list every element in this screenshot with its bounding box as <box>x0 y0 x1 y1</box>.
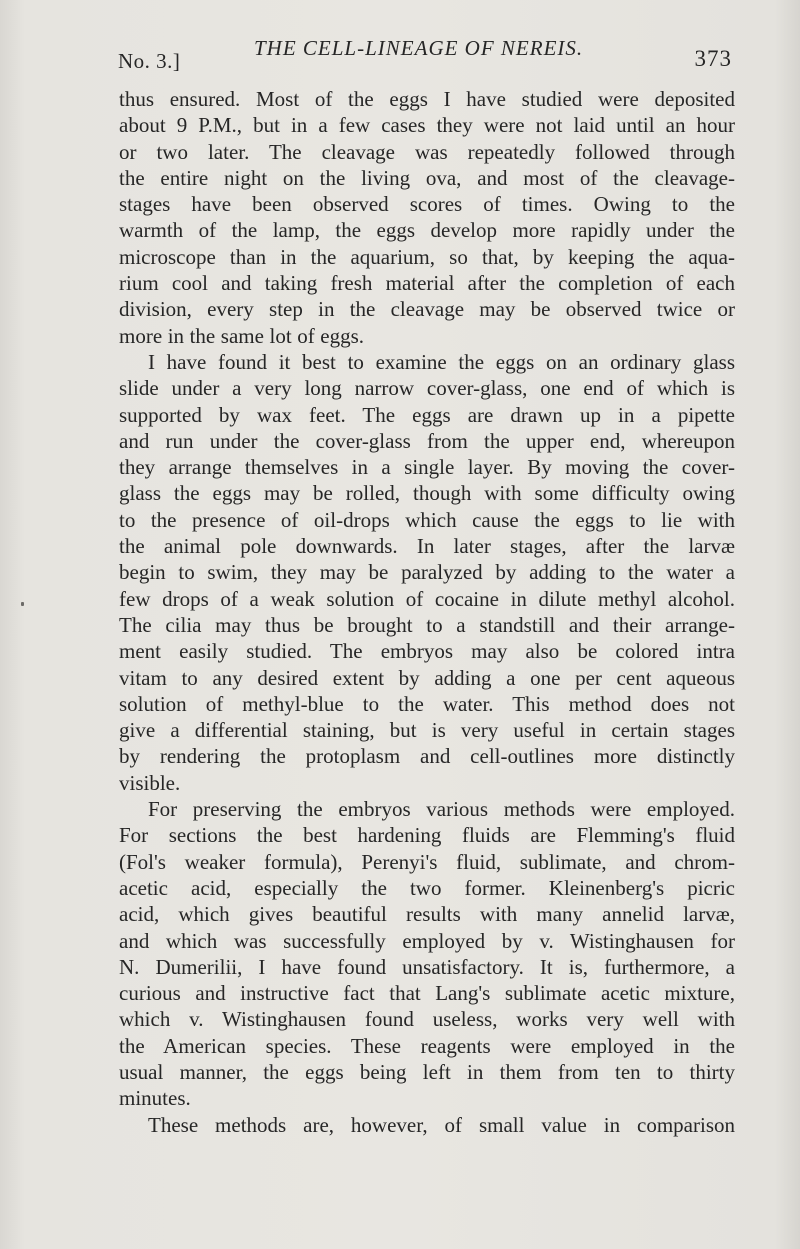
text-line: For preserving the embryos various methods were employed. <box>148 797 735 822</box>
page-number: 373 <box>694 46 732 71</box>
text-line: and run under the cover-glass from the upper end, whereupon <box>119 428 735 453</box>
text-line: division, every step in the cleavage may be observed twice or <box>119 297 735 322</box>
text-line: the entire night on the living ova, and most of the cleavage- <box>119 165 735 190</box>
text-line: which v. Wistinghausen found useless, works very well with <box>119 1007 735 1032</box>
text-line: more in the same lot of eggs. <box>119 323 364 348</box>
text-line: For sections the best hardening fluids are Flemming's fluid <box>119 823 735 848</box>
text-line: supported by wax feet. The eggs are drawn up in a pipette <box>119 402 735 427</box>
text-line: The cilia may thus be brought to a standstill and their arrange- <box>119 612 735 637</box>
text-line: curious and instructive fact that Lang's sublimate acetic mixture, <box>119 981 735 1006</box>
text-line: (Fol's weaker formula), Perenyi's fluid, sublimate, and chrom- <box>119 849 735 874</box>
body-text <box>119 86 735 1138</box>
text-line: they arrange themselves in a single layer. By moving the cover- <box>119 455 735 480</box>
paragraph <box>119 1112 735 1138</box>
gutter-speck <box>21 602 24 606</box>
text-line: microscope than in the aquarium, so that, by keeping the aqua- <box>119 244 735 269</box>
text-line: I have found it best to examine the eggs on an ordinary glass <box>148 349 735 374</box>
text-line: or two later. The cleavage was repeatedly followed through <box>119 139 735 164</box>
issue-number: No. 3.] <box>118 49 181 73</box>
text-line: and which was successfully employed by v. Wistinghausen for <box>119 928 735 953</box>
text-line: stages have been observed scores of times. Owing to the <box>119 192 735 217</box>
text-line: These methods are, however, of small value in comparison <box>148 1112 735 1137</box>
text-line: the animal pole downwards. In later stages, after the larvæ <box>119 534 735 559</box>
running-header <box>118 36 732 72</box>
running-title: THE CELL-LINEAGE OF NEREIS. <box>254 36 584 60</box>
text-line: glass the eggs may be rolled, though with some difficulty owing <box>119 481 735 506</box>
text-line: few drops of a weak solution of cocaine in dilute methyl alcohol. <box>119 586 735 611</box>
paragraph <box>119 349 735 796</box>
text-line: slide under a very long narrow cover-glass, one end of which is <box>119 376 735 401</box>
text-line: acid, which gives beautiful results with many annelid larvæ, <box>119 902 735 927</box>
text-line: N. Dumerilii, I have found unsatisfactory. It is, furthermore, a <box>119 954 735 979</box>
text-line: thus ensured. Most of the eggs I have studied were deposited <box>119 87 735 111</box>
text-line: to the presence of oil-drops which cause the eggs to lie with <box>119 507 735 532</box>
text-line: solution of methyl-blue to the water. This method does not <box>119 691 735 716</box>
text-line: minutes. <box>119 1086 191 1111</box>
paragraph <box>119 86 735 349</box>
text-line: give a differential staining, but is very useful in certain stages <box>119 718 735 743</box>
text-line-segment: about 9 P.M., but in a few cases they were not laid until an hour <box>119 113 735 138</box>
text-line: acetic acid, especially the two former. Kleinenberg's picric <box>119 875 735 900</box>
text-line: ment easily studied. The embryos may also be colored intra <box>119 639 735 664</box>
text-line: warmth of the lamp, the eggs develop more rapidly under the <box>119 218 735 243</box>
text-line: vitam to any desired extent by adding a one per cent aqueous <box>119 665 735 690</box>
text-line: rium cool and taking fresh material after the completion of each <box>119 271 735 296</box>
text-line: by rendering the protoplasm and cell-outlines more distinctly <box>119 744 735 769</box>
paragraph <box>119 796 735 1112</box>
text-line <box>119 112 735 138</box>
text-line: visible. <box>119 770 181 795</box>
text-line: begin to swim, they may be paralyzed by adding to the water a <box>119 560 735 585</box>
text-line: usual manner, the eggs being left in them from ten to thirty <box>119 1059 735 1084</box>
text-line: the American species. These reagents were employed in the <box>119 1033 735 1058</box>
